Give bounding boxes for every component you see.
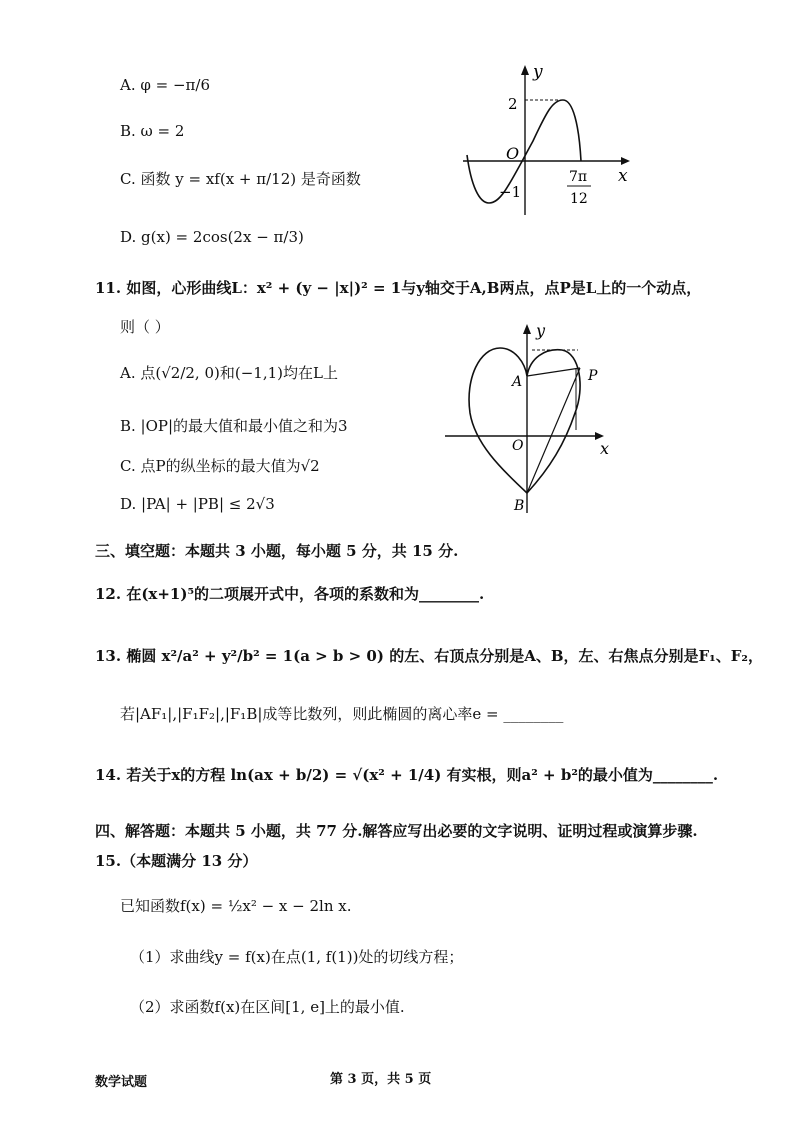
footer-page-number: 第 3 页，共 5 页 [330,1072,432,1087]
q10-option-a: A. φ = −π/6 [120,76,210,94]
heart-graph [440,318,620,518]
graph1-x-tick-numerator: 7π [569,169,588,185]
graph2-point-a: A [512,374,523,390]
q11-option-b: B. |OP|的最大值和最小值之和为3 [120,417,348,435]
graph2-origin-label: O [512,438,524,454]
q11-option-c: C. 点P的纵坐标的最大值为√2 [120,457,320,475]
graph2-point-b: B [514,498,525,514]
sine-curve [467,100,581,203]
q13-line2: 若|AF₁|,|F₁F₂|,|F₁B|成等比数列，则此椭圆的离心率e = ________ [120,705,564,723]
section-3-title: 三、填空题：本题共 3 小题，每小题 5 分，共 15 分. [95,542,459,560]
footer-subject: 数学试题 [95,1075,148,1090]
q15-header: 15.（本题满分 13 分） [95,852,258,870]
graph2-y-label: y [536,321,546,340]
heart-curve [469,348,580,493]
graph1-x-tick-denominator: 12 [570,191,588,207]
graph1-x-label: x [618,166,628,186]
q15-part1: （1）求曲线y = f(x)在点(1, f(1))处的切线方程； [130,948,464,966]
q15-given: 已知函数f(x) = ½x² − x − 2ln x. [120,897,352,915]
graph1-min-label: −1 [499,183,522,201]
graph1-max-label: 2 [508,95,518,113]
graph2-x-label: x [600,439,610,458]
q10-option-c: C. 函数 y = xf(x + π/12) 是奇函数 [120,170,361,188]
q11-stem: 11. 如图，心形曲线L：x² + (y − |x|)² = 1与y轴交于A,B两点，点P是L上的一个动点， [95,279,702,297]
q14-text: 14. 若关于x的方程 ln(ax + b/2) = √(x² + 1/4) 有实根，则a² + b²的最小值为________. [95,766,719,784]
q13-line1: 13. 椭圆 x²/a² + y²/b² = 1(a > b > 0) 的左、右顶点分别是A、B，左、右焦点分别是F₁、F₂， [95,647,763,665]
q11-option-d: D. |PA| + |PB| ≤ 2√3 [120,495,275,513]
graph2-point-p: P [588,368,598,384]
q10-option-b: B. ω = 2 [120,122,185,140]
q10-option-d: D. g(x) = 2cos(2x − π/3) [120,228,304,246]
graph1-y-label: y [533,62,543,82]
section-4-title: 四、解答题：本题共 5 小题，共 77 分.解答应写出必要的文字说明、证明过程或演算步骤. [95,822,698,840]
graph1-origin-label: O [506,144,520,163]
q15-part2: （2）求函数f(x)在区间[1, e]上的最小值. [130,998,405,1016]
q11-stem-cont: 则（ ） [120,318,170,336]
sine-graph [455,55,640,220]
q12-text: 12. 在(x+1)⁵的二项展开式中，各项的系数和为________. [95,585,485,603]
q11-option-a: A. 点(√2/2, 0)和(−1,1)均在L上 [120,364,338,382]
